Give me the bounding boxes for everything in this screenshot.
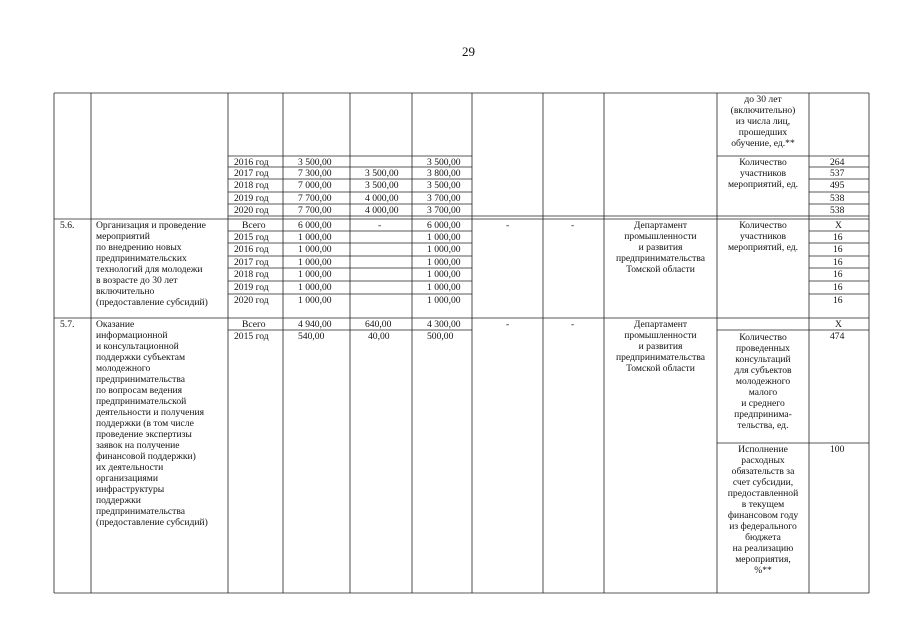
- top-indicator: до 30 лет (включительно) из числа лиц, прошедших обучение, ед.**: [730, 94, 796, 149]
- executor: Департамент промышленности и развития предпринимательства Томской области: [615, 319, 706, 374]
- item-name: Организация и проведение мероприятий по внедрению новых предпринимательских технологий для молодежи в возрасте до 30 лет включительно (предоставление субсидий): [96, 220, 208, 308]
- top-indicator-2: Количество участников мероприятий, ед.: [727, 157, 799, 190]
- item-number: 5.7.: [60, 319, 75, 330]
- indicator: Количество проведенных консультаций для субъектов молодежного малого и среднего предпринима- тельства, ед.: [734, 332, 792, 431]
- executor: Департамент промышленности и развития предпринимательства Томской области: [615, 220, 706, 275]
- item-number: 5.6.: [60, 220, 75, 231]
- indicator: Количество участников мероприятий, ед.: [727, 220, 799, 253]
- item-name: Оказание информационной и консультационной поддержки субъектам молодежного предпринимательства по вопросам ведения предпринимательской деятельности и получения поддержки (в том числе проведение экспертизы заявок на получение финансовой поддержки) их деятельности организациями инфраструктуры поддержки предпринимательства (предоставление субсидий): [96, 319, 208, 528]
- indicator-value: 100: [830, 444, 845, 455]
- indicator: Исполнение расходных обязательств за счет субсидии, предоставленной в текущем финансовом году из федерального бюджета на реализацию мероприятия, %**: [727, 444, 799, 576]
- page-number: 29: [462, 44, 475, 59]
